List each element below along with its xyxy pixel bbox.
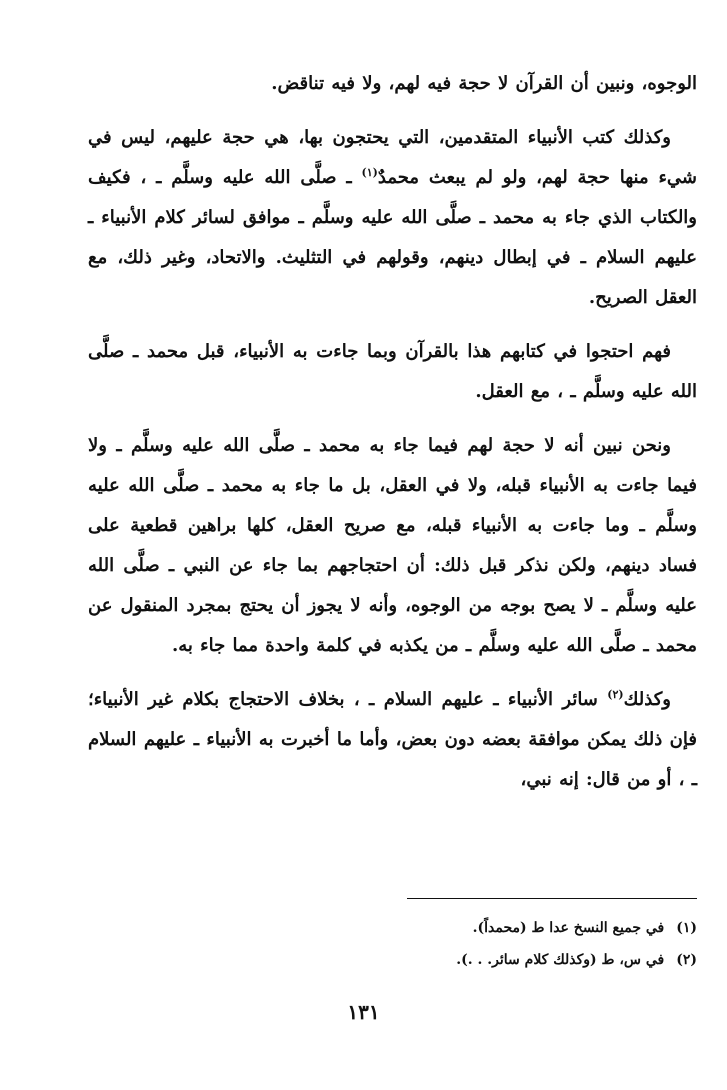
paragraph-4 xyxy=(88,426,697,666)
paragraph-2-text-continued: ـ صلَّى الله عليه وسلَّم ـ ، فكيف والكتاب الذي جاء به محمد ـ صلَّى الله عليه وسلَّم ـ موافق لسائر كلام الأنبياء ـ عليهم السلام ـ في إبطال دينهم، وقولهم في التثليث. والاتحاد، وغير ذلك، مع العقل الصريح. xyxy=(88,167,697,308)
paragraph-5 xyxy=(88,680,697,800)
footnote-2-text: في س، ط (وكذلك كلام سائر. . .). xyxy=(456,952,665,968)
paragraph-5-text: وكذلك xyxy=(623,689,671,710)
paragraph-4-text: ونحن نبين أنه لا حجة لهم فيما جاء به محمد ـ صلَّى الله عليه وسلَّم ـ ولا فيما جاءت به الأنبياء قبله، ولا في العقل، بل ما جاء به محمد ـ صلَّى الله عليه وسلَّم ـ وما جاءت به الأنبياء قبله، مع صريح العقل، كلها براهين قطعية على فساد دينهم، ولكن نذكر قبل ذلك: أن احتجاجهم بما جاء عن النبي ـ صلَّى الله عليه وسلَّم ـ لا يصح بوجه من الوجوه، وأنه لا يجوز أن يحتج بمجرد المنقول عن محمد ـ صلَّى الله عليه وسلَّم ـ من يكذبه في كلمة واحدة مما جاء به. xyxy=(88,435,697,656)
footnotes xyxy=(88,912,697,976)
footnote-1-number: (١) xyxy=(676,920,697,936)
page-number: ١٣١ xyxy=(347,1000,380,1024)
paragraph-1-text: الوجوه، ونبين أن القرآن لا حجة فيه لهم، ولا فيه تناقض. xyxy=(271,73,697,94)
footnote-2-number: (٢) xyxy=(676,952,697,968)
paragraph-3-text: فهم احتجوا في كتابهم هذا بالقرآن وبما جاءت به الأنبياء، قبل محمد ـ صلَّى الله عليه وسلَّم ـ ، مع العقل. xyxy=(88,341,697,402)
footnote-1-text: في جميع النسخ عدا ط (محمداً). xyxy=(472,920,665,936)
paragraph-1 xyxy=(88,64,697,104)
paragraph-3 xyxy=(88,332,697,412)
footnote-ref-2: (٢) xyxy=(607,688,624,701)
footnote-2 xyxy=(88,944,697,976)
footnote-separator xyxy=(407,898,697,899)
footnote-ref-1: (١) xyxy=(361,166,378,179)
paragraph-5-text-continued: سائر الأنبياء ـ عليهم السلام ـ ، بخلاف الاحتجاج بكلام غير الأنبياء؛ فإن ذلك يمكن موافقة بعضه دون بعض، وأما ما أخبرت به الأنبياء ـ عليهم السلام ـ ، أو من قال: إنه نبي، xyxy=(88,689,697,790)
main-text xyxy=(88,64,697,814)
footnote-1 xyxy=(88,912,697,944)
paragraph-2-text: وكذلك كتب الأنبياء المتقدمين، التي يحتجون بها، هي حجة عليهم، ليس في شيء منها حجة لهم، ولو لم يبعث محمدٌ xyxy=(88,127,697,188)
paragraph-2 xyxy=(88,118,697,318)
